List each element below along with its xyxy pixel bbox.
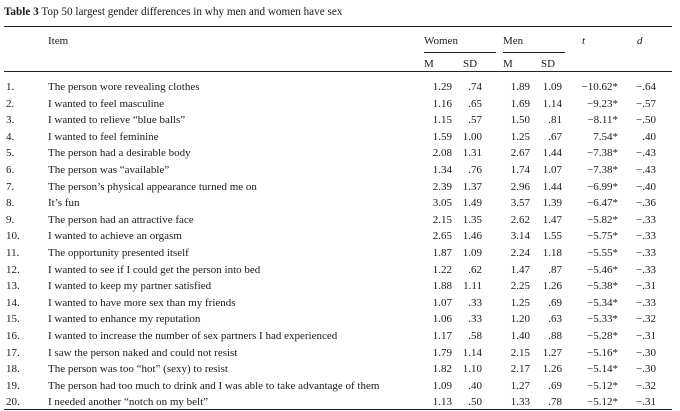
men-mean: 1.74 bbox=[510, 164, 530, 176]
men-mean: 2.96 bbox=[510, 180, 530, 193]
row-item: The person had an attractive face bbox=[48, 213, 194, 226]
row-number: 18. bbox=[6, 363, 20, 376]
men-mean: 2.24 bbox=[510, 247, 530, 259]
header-men: Men bbox=[503, 35, 524, 47]
header-women: Women bbox=[424, 35, 458, 47]
men-sd: 1.47 bbox=[542, 213, 562, 226]
d-value: −.64 bbox=[636, 81, 656, 93]
row-item: I needed another “notch on my belt” bbox=[48, 396, 209, 409]
d-value: −.43 bbox=[636, 164, 656, 176]
men-mean: 1.33 bbox=[510, 396, 530, 409]
men-mean: 1.69 bbox=[510, 97, 530, 110]
t-value: −5.38* bbox=[587, 280, 618, 293]
row-number: 7. bbox=[6, 180, 15, 193]
table-caption bbox=[4, 6, 342, 18]
men-mean: 1.89 bbox=[510, 81, 530, 93]
women-mean: 1.87 bbox=[432, 247, 452, 259]
row-item: I wanted to increase the number of sex partners I had experienced bbox=[48, 330, 338, 342]
bottom-rule bbox=[4, 409, 672, 410]
row-number: 14. bbox=[6, 296, 20, 309]
table-label: Table 3 bbox=[4, 6, 39, 18]
women-sd: 1.49 bbox=[462, 197, 482, 210]
d-value: −.30 bbox=[636, 346, 656, 359]
d-value: −.33 bbox=[636, 230, 656, 243]
header-men-m: M bbox=[503, 58, 513, 70]
women-mean: 1.79 bbox=[432, 346, 452, 359]
women-sd: .57 bbox=[468, 114, 482, 127]
row-item: I wanted to have more sex than my friends bbox=[48, 296, 236, 309]
t-value: −8.11* bbox=[587, 114, 618, 127]
d-value: −.40 bbox=[636, 180, 656, 193]
women-sd: .40 bbox=[468, 379, 482, 392]
row-number: 8. bbox=[6, 197, 15, 210]
women-mean: 1.29 bbox=[432, 81, 452, 93]
row-item: The person had a desirable body bbox=[48, 147, 191, 160]
row-number: 3. bbox=[6, 114, 15, 127]
header-women-m: M bbox=[424, 58, 434, 70]
row-number: 16. bbox=[6, 330, 20, 342]
row-number: 5. bbox=[6, 147, 15, 160]
women-sd: .50 bbox=[468, 396, 482, 409]
row-number: 20. bbox=[6, 396, 20, 409]
women-mean: 1.59 bbox=[432, 130, 452, 143]
men-sd: 1.14 bbox=[542, 97, 562, 110]
t-value: −5.55* bbox=[587, 247, 618, 259]
men-mean: 3.14 bbox=[510, 230, 530, 243]
men-sd: 1.55 bbox=[542, 230, 562, 243]
women-mean: 3.05 bbox=[432, 197, 452, 210]
header-d: d bbox=[637, 35, 643, 47]
women-sd: 1.37 bbox=[462, 180, 482, 193]
d-value: −.33 bbox=[636, 213, 656, 226]
men-sd: .87 bbox=[548, 263, 562, 276]
women-mean: 1.16 bbox=[432, 97, 452, 110]
d-value: −.31 bbox=[636, 330, 656, 342]
men-sd: 1.09 bbox=[542, 81, 562, 93]
row-item: I wanted to keep my partner satisfied bbox=[48, 280, 212, 293]
men-sd: 1.39 bbox=[542, 197, 562, 210]
row-number: 13. bbox=[6, 280, 20, 293]
row-item: I wanted to enhance my reputation bbox=[48, 313, 201, 326]
women-mean: 1.22 bbox=[432, 263, 452, 276]
women-mean: 1.09 bbox=[432, 379, 452, 392]
d-value: −.31 bbox=[636, 280, 656, 293]
women-sd: .58 bbox=[468, 330, 482, 342]
row-item: I wanted to feel feminine bbox=[48, 130, 159, 143]
row-item: The person’s physical appearance turned me on bbox=[48, 180, 257, 193]
row-number: 1. bbox=[6, 81, 15, 93]
d-value: −.30 bbox=[636, 363, 656, 376]
women-subrule bbox=[424, 52, 496, 53]
row-number: 17. bbox=[6, 346, 20, 359]
row-number: 12. bbox=[6, 263, 20, 276]
header-women-sd: SD bbox=[463, 58, 478, 70]
d-value: −.33 bbox=[636, 247, 656, 259]
t-value: −5.12* bbox=[587, 379, 618, 392]
women-mean: 1.88 bbox=[432, 280, 452, 293]
men-sd: 1.27 bbox=[542, 346, 562, 359]
header-rule bbox=[4, 71, 672, 72]
row-number: 19. bbox=[6, 379, 20, 392]
row-number: 9. bbox=[6, 213, 15, 226]
men-sd: .81 bbox=[548, 114, 562, 127]
men-sd: 1.44 bbox=[542, 180, 562, 193]
d-value: −.43 bbox=[636, 147, 656, 160]
women-sd: 1.31 bbox=[462, 147, 482, 160]
women-mean: 2.15 bbox=[432, 213, 452, 226]
d-value: −.57 bbox=[636, 97, 656, 110]
women-sd: .74 bbox=[468, 81, 482, 93]
row-item: I saw the person naked and could not resist bbox=[48, 346, 238, 359]
women-sd: 1.00 bbox=[462, 130, 482, 143]
t-value: −6.99* bbox=[587, 180, 618, 193]
women-mean: 1.15 bbox=[432, 114, 452, 127]
men-mean: 1.47 bbox=[510, 263, 530, 276]
women-mean: 1.17 bbox=[432, 330, 452, 342]
d-value: −.36 bbox=[636, 197, 656, 210]
women-sd: 1.14 bbox=[462, 346, 482, 359]
row-item: The person was too “hot” (sexy) to resist bbox=[48, 363, 228, 376]
row-number: 10. bbox=[6, 230, 20, 243]
men-mean: 1.20 bbox=[510, 313, 530, 326]
t-value: 7.54* bbox=[593, 130, 618, 143]
men-mean: 2.62 bbox=[510, 213, 530, 226]
d-value: −.31 bbox=[636, 396, 656, 409]
row-number: 4. bbox=[6, 130, 15, 143]
women-sd: 1.09 bbox=[462, 247, 482, 259]
t-value: −5.16* bbox=[587, 346, 618, 359]
men-mean: 2.25 bbox=[510, 280, 530, 293]
men-mean: 1.50 bbox=[510, 114, 530, 127]
t-value: −7.38* bbox=[587, 147, 618, 160]
t-value: −5.82* bbox=[587, 213, 618, 226]
women-mean: 1.34 bbox=[432, 164, 452, 176]
men-sd: 1.26 bbox=[542, 363, 562, 376]
t-value: −6.47* bbox=[587, 197, 618, 210]
row-item: I wanted to achieve an orgasm bbox=[48, 230, 182, 243]
row-item: The person was “available” bbox=[48, 164, 170, 176]
women-mean: 1.13 bbox=[432, 396, 452, 409]
women-sd: .33 bbox=[468, 313, 482, 326]
men-mean: 2.17 bbox=[510, 363, 530, 376]
row-item: The person had too much to drink and I was able to take advantage of them bbox=[48, 379, 380, 392]
women-mean: 2.65 bbox=[432, 230, 452, 243]
t-value: −5.14* bbox=[587, 363, 618, 376]
t-value: −5.12* bbox=[587, 396, 618, 409]
row-number: 11. bbox=[6, 247, 20, 259]
t-value: −9.23* bbox=[587, 97, 618, 110]
men-mean: 2.15 bbox=[510, 346, 530, 359]
men-mean: 3.57 bbox=[510, 197, 530, 210]
men-mean: 1.25 bbox=[510, 130, 530, 143]
row-number: 6. bbox=[6, 164, 15, 176]
men-sd: .63 bbox=[548, 313, 562, 326]
men-sd: .78 bbox=[548, 396, 562, 409]
men-sd: 1.18 bbox=[542, 247, 562, 259]
row-number: 2. bbox=[6, 97, 15, 110]
d-value: −.33 bbox=[636, 296, 656, 309]
t-value: −10.62* bbox=[581, 81, 618, 93]
men-mean: 1.27 bbox=[510, 379, 530, 392]
row-item: I wanted to relieve “blue balls” bbox=[48, 114, 186, 127]
row-item: It’s fun bbox=[48, 197, 80, 210]
header-men-sd: SD bbox=[541, 58, 556, 70]
t-value: −5.46* bbox=[587, 263, 618, 276]
women-sd: 1.10 bbox=[462, 363, 482, 376]
women-sd: 1.35 bbox=[462, 213, 482, 226]
t-value: −5.75* bbox=[587, 230, 618, 243]
row-item: The opportunity presented itself bbox=[48, 247, 189, 259]
row-item: I wanted to see if I could get the person into bed bbox=[48, 263, 261, 276]
header-t: t bbox=[582, 35, 586, 47]
women-mean: 1.06 bbox=[432, 313, 452, 326]
t-value: −5.34* bbox=[587, 296, 618, 309]
top-rule bbox=[4, 26, 672, 27]
women-sd: .76 bbox=[468, 164, 482, 176]
men-sd: .69 bbox=[548, 296, 562, 309]
t-value: −5.33* bbox=[587, 313, 618, 326]
t-value: −7.38* bbox=[587, 164, 618, 176]
d-value: .40 bbox=[642, 130, 656, 143]
men-sd: .88 bbox=[548, 330, 562, 342]
women-sd: 1.46 bbox=[462, 230, 482, 243]
row-item: The person wore revealing clothes bbox=[48, 81, 200, 93]
d-value: −.50 bbox=[636, 114, 656, 127]
women-sd: .33 bbox=[468, 296, 482, 309]
men-sd: 1.07 bbox=[542, 164, 562, 176]
men-subrule bbox=[503, 52, 565, 53]
table-title: Top 50 largest gender differences in why men and women have sex bbox=[41, 6, 343, 18]
women-sd: .62 bbox=[468, 263, 482, 276]
women-mean: 2.08 bbox=[432, 147, 452, 160]
t-value: −5.28* bbox=[587, 330, 618, 342]
men-sd: 1.44 bbox=[542, 147, 562, 160]
d-value: −.32 bbox=[636, 379, 656, 392]
women-sd: .65 bbox=[468, 97, 482, 110]
row-item: I wanted to feel masculine bbox=[48, 97, 165, 110]
header-item: Item bbox=[48, 35, 69, 47]
d-value: −.33 bbox=[636, 263, 656, 276]
men-sd: .67 bbox=[548, 130, 562, 143]
women-mean: 1.82 bbox=[432, 363, 452, 376]
men-mean: 2.67 bbox=[510, 147, 530, 160]
men-sd: 1.26 bbox=[542, 280, 562, 293]
men-mean: 1.40 bbox=[510, 330, 530, 342]
women-sd: 1.11 bbox=[463, 280, 482, 293]
women-mean: 2.39 bbox=[432, 180, 452, 193]
men-mean: 1.25 bbox=[510, 296, 530, 309]
men-sd: .69 bbox=[548, 379, 562, 392]
women-mean: 1.07 bbox=[432, 296, 452, 309]
row-number: 15. bbox=[6, 313, 20, 326]
d-value: −.32 bbox=[636, 313, 656, 326]
